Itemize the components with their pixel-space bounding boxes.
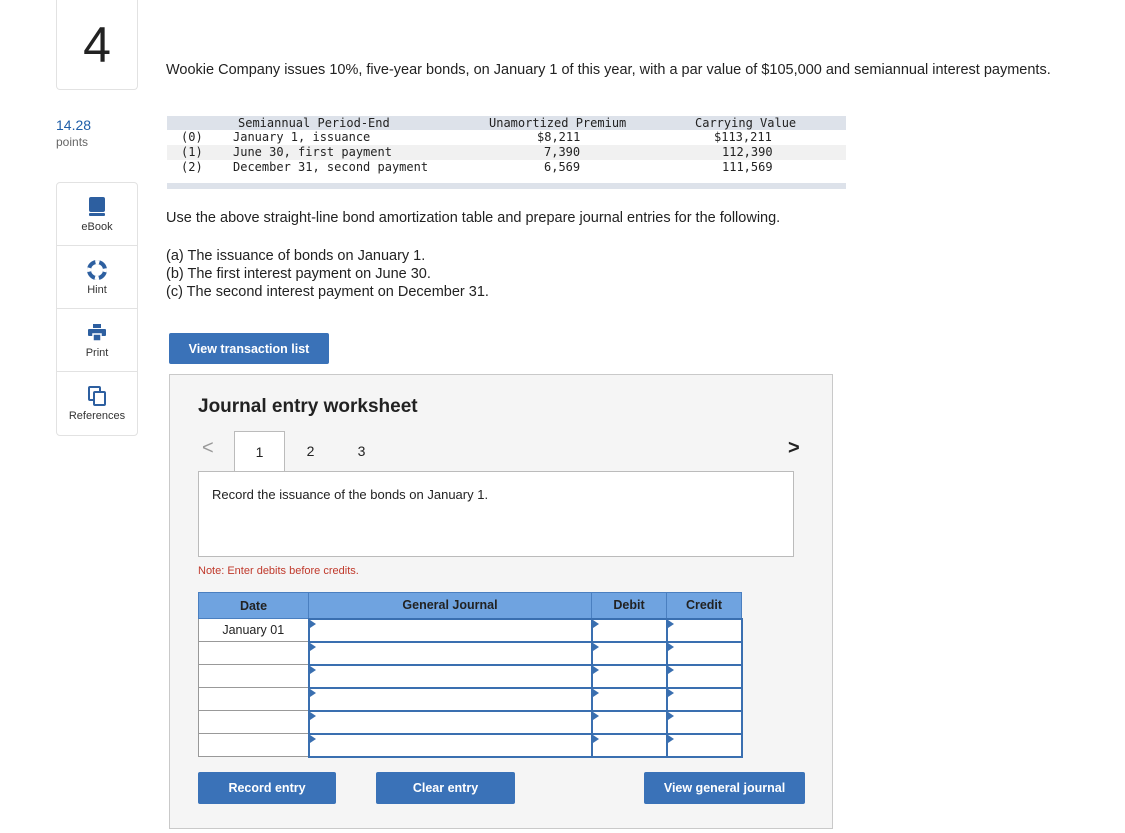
credit-input[interactable] [667,734,742,757]
debit-input[interactable] [592,642,667,665]
journal-table [198,592,743,758]
copy-icon [88,385,106,407]
credit-input[interactable] [667,711,742,734]
credit-input[interactable] [667,688,742,711]
prev-arrow-icon[interactable]: < [202,437,214,459]
sidebar-item-references[interactable] [57,372,137,435]
account-select[interactable] [309,688,592,711]
sidebar-item-label: References [68,410,126,422]
credit-input[interactable] [667,665,742,688]
worksheet-title: Journal entry worksheet [198,396,418,417]
date-cell[interactable]: January 01 [199,619,309,642]
sidebar-item-label: eBook [81,220,113,233]
amortization-row [167,160,846,175]
row-carrying: 112,390 [722,145,773,159]
journal-row [199,688,742,711]
row-period: June 30, first payment [233,145,392,159]
sidebar-tools [56,182,138,436]
date-cell[interactable] [199,734,309,757]
debit-input[interactable] [592,734,667,757]
row-number: (0) [181,130,203,144]
sidebar-item-label: Hint [87,283,107,296]
printer-icon [88,322,106,344]
row-period: January 1, issuance [233,130,371,144]
question-text: Wookie Company issues 10%, five-year bonds, on January 1 of this year, with a par value of $105,000 and semiannual interest payments. [166,62,1051,78]
credit-column-header: Credit [667,593,742,619]
amortization-header [167,116,846,130]
table-divider [167,183,846,189]
journal-row [199,642,742,665]
period-header: Semiannual Period-End [238,116,390,130]
book-icon [88,196,106,218]
account-select[interactable] [309,711,592,734]
credit-input[interactable] [667,642,742,665]
amortization-row [167,130,846,145]
instruction-text: Use the above straight-line bond amortization table and prepare journal entries for the following. [166,210,781,226]
amortization-row [167,145,846,160]
debit-input[interactable] [592,665,667,688]
account-select[interactable] [309,642,592,665]
tab-2[interactable]: 2 [306,443,315,459]
general-journal-column-header: General Journal [309,593,592,619]
date-column-header: Date [199,593,309,619]
part-a: (a) The issuance of bonds on January 1. [166,248,426,264]
worksheet-prompt: Record the issuance of the bonds on January 1. [198,471,794,557]
part-c: (c) The second interest payment on December 31. [166,284,489,300]
tab-1[interactable]: 1 [234,431,285,472]
account-select[interactable] [309,619,592,642]
row-premium: $8,211 [537,130,581,144]
sidebar-item-hint[interactable] [57,246,137,309]
row-period: December 31, second payment [233,160,429,174]
row-premium: 7,390 [544,145,581,159]
premium-header: Unamortized Premium [489,116,627,130]
question-number: 4 [83,16,111,73]
next-arrow-icon[interactable]: > [788,437,800,459]
journal-row [199,734,742,757]
worksheet-note: Note: Enter debits before credits. [198,565,359,577]
debit-input[interactable] [592,688,667,711]
row-carrying: 111,569 [722,160,773,174]
worksheet-tabs [234,431,387,472]
row-number: (1) [181,145,203,159]
row-carrying: $113,211 [714,130,772,144]
credit-input[interactable] [667,619,742,642]
question-parts [166,247,489,301]
journal-row [199,711,742,734]
debit-input[interactable] [592,711,667,734]
row-number: (2) [181,160,203,174]
carrying-header: Carrying Value [695,116,797,130]
date-cell[interactable] [199,665,309,688]
account-select[interactable] [309,665,592,688]
sidebar-item-label: Print [85,346,109,359]
question-number-box [56,0,138,90]
journal-entry-worksheet [169,374,833,829]
points-value: 14.28 [56,117,92,133]
sidebar-item-print[interactable] [57,309,137,372]
row-premium: 6,569 [544,160,581,174]
debit-input[interactable] [592,619,667,642]
sidebar-item-ebook[interactable] [57,183,137,246]
tab-3[interactable]: 3 [357,443,366,459]
part-b: (b) The first interest payment on June 30. [166,266,431,282]
account-select[interactable] [309,734,592,757]
view-transaction-list-button[interactable]: View transaction list [169,333,329,364]
clear-entry-button[interactable]: Clear entry [376,772,515,804]
debit-column-header: Debit [592,593,667,619]
date-cell[interactable] [199,642,309,665]
points-label: points [56,135,89,149]
journal-row [199,665,742,688]
record-entry-button[interactable]: Record entry [198,772,336,804]
lifebuoy-icon [87,259,107,281]
view-general-journal-button[interactable]: View general journal [644,772,805,804]
journal-row [199,619,742,642]
date-cell[interactable] [199,711,309,734]
date-cell[interactable] [199,688,309,711]
amortization-table [167,116,846,189]
